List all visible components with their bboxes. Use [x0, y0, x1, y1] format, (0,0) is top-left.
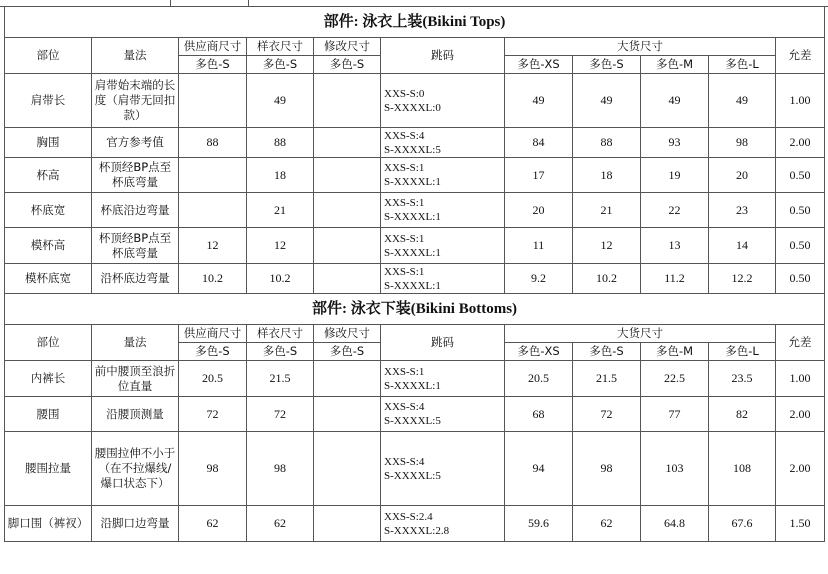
part-cell: 胸围	[5, 128, 92, 158]
revised-size-cell	[314, 193, 381, 228]
header-bulk-size-label: 多色-L	[709, 56, 776, 74]
bulk-m-cell: 103	[641, 432, 709, 506]
grading-rule-large: S-XXXXL:5	[384, 415, 441, 427]
sample-size-cell: 49	[247, 74, 314, 128]
header-part: 部位	[5, 38, 92, 74]
bulk-xs-cell: 59.6	[505, 506, 573, 542]
supplier-size-cell	[179, 158, 247, 193]
header-supplier-size: 供应商尺寸	[179, 38, 247, 56]
table-row	[5, 506, 825, 542]
sample-size-cell: 72	[247, 397, 314, 432]
tolerance-cell: 0.50	[776, 228, 825, 264]
sample-size-cell: 18	[247, 158, 314, 193]
method-cell: 前中腰顶至浪折位直量	[92, 361, 179, 397]
header-bulk-size-label: 多色-L	[709, 343, 776, 361]
header-sample-size-label: 多色-S	[247, 56, 314, 74]
grading-cell	[381, 264, 505, 294]
header-revised-size: 修改尺寸	[314, 38, 381, 56]
method-cell: 沿脚口边弯量	[92, 506, 179, 542]
supplier-size-cell: 98	[179, 432, 247, 506]
table-row	[5, 74, 825, 128]
header-supplier-size: 供应商尺寸	[179, 325, 247, 343]
method-cell: 肩带始末端的长度（肩带无回扣款）	[92, 74, 179, 128]
supplier-size-cell: 12	[179, 228, 247, 264]
grading-rule-small: XXS-S:1	[384, 232, 425, 245]
part-cell: 脚口围（裤衩）	[5, 506, 92, 542]
bulk-xs-cell: 11	[505, 228, 573, 264]
supplier-size-cell	[179, 193, 247, 228]
grading-rule-large: S-XXXXL:1	[384, 176, 441, 188]
header-revised-size-label: 多色-S	[314, 56, 381, 74]
grading-cell	[381, 432, 505, 506]
tolerance-cell: 0.50	[776, 158, 825, 193]
tolerance-cell: 1.00	[776, 361, 825, 397]
bulk-m-cell: 77	[641, 397, 709, 432]
method-cell: 沿杯底边弯量	[92, 264, 179, 294]
bulk-xs-cell: 84	[505, 128, 573, 158]
grading-cell	[381, 397, 505, 432]
grading-rule-large: S-XXXXL:0	[384, 101, 441, 114]
header-tolerance: 允差	[776, 38, 825, 74]
bulk-xs-cell: 17	[505, 158, 573, 193]
bulk-xs-cell: 20	[505, 193, 573, 228]
table-row	[5, 158, 825, 193]
bulk-l-cell: 98	[709, 128, 776, 158]
supplier-size-cell: 88	[179, 128, 247, 158]
table-row	[5, 264, 825, 294]
method-cell: 杯底沿边弯量	[92, 193, 179, 228]
header-bulk-size-label: 多色-XS	[505, 56, 573, 74]
grading-rule-large: S-XXXXL:2.8	[384, 524, 450, 537]
section-title: 部件: 泳衣上装(Bikini Tops)	[5, 7, 825, 38]
sample-size-cell: 10.2	[247, 264, 314, 294]
grading-rule-small: XXS-S:0	[384, 87, 425, 100]
table-row	[5, 228, 825, 264]
bulk-s-cell: 12	[573, 228, 641, 264]
bottoms-section	[5, 294, 825, 542]
method-cell: 沿腰顶测量	[92, 397, 179, 432]
part-cell: 内裤长	[5, 361, 92, 397]
header-bulk-size-label: 多色-M	[641, 343, 709, 361]
bulk-l-cell: 108	[709, 432, 776, 506]
section-title-row	[5, 294, 825, 325]
grading-rule-large: S-XXXXL:1	[384, 246, 441, 259]
bulk-s-cell: 21.5	[573, 361, 641, 397]
tolerance-cell: 2.00	[776, 128, 825, 158]
sample-size-cell: 98	[247, 432, 314, 506]
table-row	[5, 128, 825, 158]
bulk-l-cell: 67.6	[709, 506, 776, 542]
sample-size-cell: 88	[247, 128, 314, 158]
grading-cell	[381, 361, 505, 397]
header-sample-size: 样衣尺寸	[247, 38, 314, 56]
bulk-l-cell: 20	[709, 158, 776, 193]
bulk-m-cell: 93	[641, 128, 709, 158]
grading-rule-large: S-XXXXL:1	[384, 379, 441, 392]
bulk-s-cell: 88	[573, 128, 641, 158]
method-cell: 官方参考值	[92, 128, 179, 158]
bulk-l-cell: 49	[709, 74, 776, 128]
bulk-s-cell: 10.2	[573, 264, 641, 294]
header-bulk-size-label: 多色-S	[573, 56, 641, 74]
sample-size-cell: 21.5	[247, 361, 314, 397]
section-title-row	[5, 7, 825, 38]
grading-rule-large: S-XXXXL:5	[384, 469, 441, 482]
bulk-s-cell: 72	[573, 397, 641, 432]
grading-rule-small: XXS-S:1	[384, 265, 425, 278]
header-row	[5, 38, 825, 56]
grading-rule-small: XXS-S:4	[384, 401, 425, 413]
header-revised-size-label: 多色-S	[314, 343, 381, 361]
header-supplier-size-label: 多色-S	[179, 343, 247, 361]
supplier-size-cell: 72	[179, 397, 247, 432]
bulk-s-cell: 18	[573, 158, 641, 193]
part-cell: 模杯底宽	[5, 264, 92, 294]
supplier-size-cell: 10.2	[179, 264, 247, 294]
part-cell: 腰围拉量	[5, 432, 92, 506]
bulk-s-cell: 49	[573, 74, 641, 128]
sample-size-cell: 21	[247, 193, 314, 228]
revised-size-cell	[314, 128, 381, 158]
bulk-s-cell: 21	[573, 193, 641, 228]
table-row	[5, 397, 825, 432]
bulk-l-cell: 23.5	[709, 361, 776, 397]
part-cell: 腰围	[5, 397, 92, 432]
bulk-m-cell: 49	[641, 74, 709, 128]
part-cell: 杯底宽	[5, 193, 92, 228]
grading-rule-small: XXS-S:4	[384, 129, 425, 142]
header-bulk-size-label: 多色-XS	[505, 343, 573, 361]
grading-rule-small: XXS-S:1	[384, 162, 425, 174]
header-sample-size: 样衣尺寸	[247, 325, 314, 343]
sample-size-cell: 62	[247, 506, 314, 542]
revised-size-cell	[314, 158, 381, 193]
tolerance-cell: 0.50	[776, 193, 825, 228]
method-cell: 杯顶经BP点至杯底弯量	[92, 228, 179, 264]
bulk-xs-cell: 94	[505, 432, 573, 506]
bulk-s-cell: 98	[573, 432, 641, 506]
supplier-size-cell	[179, 74, 247, 128]
table-row	[5, 432, 825, 506]
bulk-m-cell: 19	[641, 158, 709, 193]
tolerance-cell: 2.00	[776, 397, 825, 432]
grading-cell	[381, 193, 505, 228]
grading-cell	[381, 74, 505, 128]
table-row	[5, 361, 825, 397]
grading-rule-small: XXS-S:1	[384, 365, 425, 378]
revised-size-cell	[314, 506, 381, 542]
bulk-s-cell: 62	[573, 506, 641, 542]
header-sample-size-label: 多色-S	[247, 343, 314, 361]
bulk-m-cell: 11.2	[641, 264, 709, 294]
grading-rule-small: XXS-S:1	[384, 197, 425, 209]
table-row	[5, 193, 825, 228]
tolerance-cell: 1.50	[776, 506, 825, 542]
header-bulk-size: 大货尺寸	[505, 38, 776, 56]
header-supplier-size-label: 多色-S	[179, 56, 247, 74]
header-method: 量法	[92, 325, 179, 361]
header-bulk-size-label: 多色-S	[573, 343, 641, 361]
header-row	[5, 325, 825, 343]
revised-size-cell	[314, 228, 381, 264]
sample-size-cell: 12	[247, 228, 314, 264]
section-title: 部件: 泳衣下装(Bikini Bottoms)	[5, 294, 825, 325]
bulk-l-cell: 12.2	[709, 264, 776, 294]
bulk-m-cell: 64.8	[641, 506, 709, 542]
revised-size-cell	[314, 397, 381, 432]
grading-cell	[381, 506, 505, 542]
header-bulk-size-label: 多色-M	[641, 56, 709, 74]
bulk-l-cell: 82	[709, 397, 776, 432]
grading-cell	[381, 228, 505, 264]
bulk-xs-cell: 9.2	[505, 264, 573, 294]
tolerance-cell: 0.50	[776, 264, 825, 294]
header-grading: 跳码	[381, 325, 505, 361]
revised-size-cell	[314, 361, 381, 397]
header-tolerance: 允差	[776, 325, 825, 361]
part-cell: 模杯高	[5, 228, 92, 264]
tops-section	[5, 7, 825, 294]
method-cell: 腰围拉伸不小于（在不拉爆线/爆口状态下）	[92, 432, 179, 506]
tolerance-cell: 1.00	[776, 74, 825, 128]
bulk-l-cell: 14	[709, 228, 776, 264]
bulk-l-cell: 23	[709, 193, 776, 228]
bulk-xs-cell: 20.5	[505, 361, 573, 397]
revised-size-cell	[314, 264, 381, 294]
bulk-m-cell: 13	[641, 228, 709, 264]
supplier-size-cell: 62	[179, 506, 247, 542]
revised-size-cell	[314, 74, 381, 128]
header-method: 量法	[92, 38, 179, 74]
supplier-size-cell: 20.5	[179, 361, 247, 397]
bulk-m-cell: 22	[641, 193, 709, 228]
header-bulk-size: 大货尺寸	[505, 325, 776, 343]
grading-rule-large: S-XXXXL:5	[384, 143, 441, 156]
grading-rule-small: XXS-S:4	[384, 455, 425, 468]
header-revised-size: 修改尺寸	[314, 325, 381, 343]
revised-size-cell	[314, 432, 381, 506]
part-cell: 杯高	[5, 158, 92, 193]
grading-rule-large: S-XXXXL:1	[384, 279, 441, 292]
method-cell: 杯顶经BP点至杯底弯量	[92, 158, 179, 193]
bulk-xs-cell: 49	[505, 74, 573, 128]
size-spec-table	[4, 6, 825, 542]
grading-rule-large: S-XXXXL:1	[384, 211, 441, 223]
grading-cell	[381, 158, 505, 193]
header-grading: 跳码	[381, 38, 505, 74]
grading-rule-small: XXS-S:2.4	[384, 510, 433, 523]
bulk-m-cell: 22.5	[641, 361, 709, 397]
tolerance-cell: 2.00	[776, 432, 825, 506]
part-cell: 肩带长	[5, 74, 92, 128]
bulk-xs-cell: 68	[505, 397, 573, 432]
header-part: 部位	[5, 325, 92, 361]
grading-cell	[381, 128, 505, 158]
